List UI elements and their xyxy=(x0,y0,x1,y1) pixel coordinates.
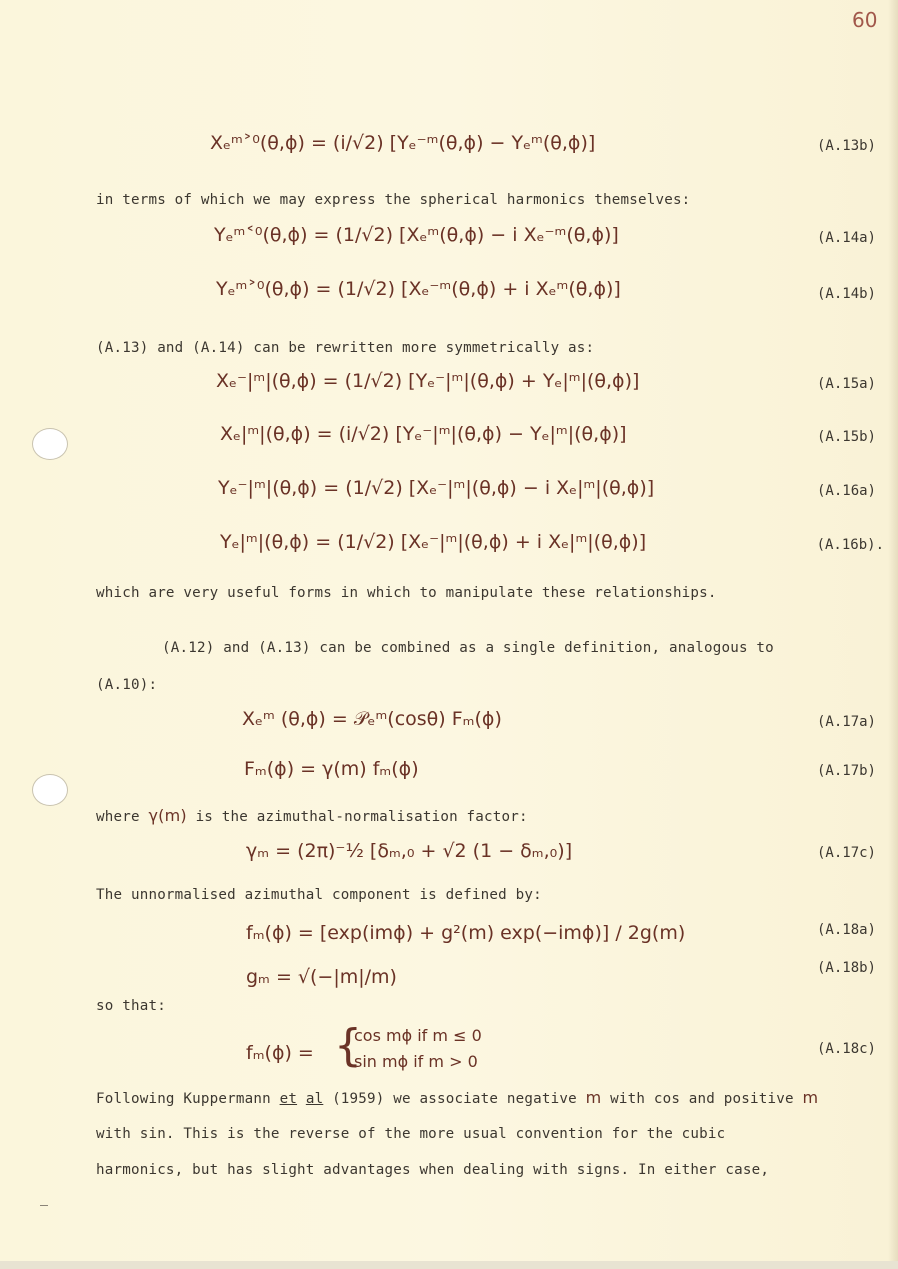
gamma-symbol: γ(m) xyxy=(148,806,187,825)
body-text-line: harmonics, but has slight advantages when dealing with signs. In either case, xyxy=(96,1162,770,1178)
equation-a18c-lhs: fₘ(ϕ) = xyxy=(246,1042,314,1064)
text-fragment: (1959) we associate negative xyxy=(332,1091,577,1107)
body-text-line: (A.10): xyxy=(96,677,158,693)
equation-a13b: Xₑᵐ˃⁰(θ,ϕ) = (i/√2) [Yₑ⁻ᵐ(θ,ϕ) − Yₑᵐ(θ,ϕ)] xyxy=(210,132,596,154)
m-symbol: m xyxy=(585,1088,602,1107)
body-text-line: which are very useful forms in which to manipulate these relationships. xyxy=(96,585,717,601)
equation-a17b: Fₘ(ϕ) = γ(m) fₘ(ϕ) xyxy=(244,758,419,780)
body-text-line xyxy=(96,806,528,825)
page-edge-shadow xyxy=(888,0,898,1269)
equation-label-a16b: (A.16b). xyxy=(816,537,884,553)
equation-label-a17a: (A.17a) xyxy=(816,714,876,730)
m-symbol: m xyxy=(802,1088,819,1107)
equation-label-a14a: (A.14a) xyxy=(816,230,876,246)
equation-a17c: γₘ = (2π)⁻½ [δₘ,₀ + √2 (1 − δₘ,₀)] xyxy=(246,840,573,862)
equation-label-a18c: (A.18c) xyxy=(816,1041,876,1057)
piecewise-brace: { xyxy=(334,1020,362,1071)
equation-label-a16a: (A.16a) xyxy=(816,483,876,499)
equation-label-a18b: (A.18b) xyxy=(816,960,876,976)
equation-a15a: Xₑ⁻|ᵐ|(θ,ϕ) = (1/√2) [Yₑ⁻|ᵐ|(θ,ϕ) + Yₑ|ᵐ|(θ,ϕ)] xyxy=(216,370,640,392)
equation-a14a: Yₑᵐ˂⁰(θ,ϕ) = (1/√2) [Xₑᵐ(θ,ϕ) − i Xₑ⁻ᵐ(θ,ϕ)] xyxy=(214,224,619,246)
body-text-line: with sin. This is the reverse of the more usual convention for the cubic xyxy=(96,1126,726,1142)
body-text-line: in terms of which we may express the spherical harmonics themselves: xyxy=(96,192,691,208)
piecewise-row-1: cos mϕ if m ≤ 0 xyxy=(354,1026,482,1045)
punch-hole xyxy=(32,428,68,460)
text-fragment: with cos and positive xyxy=(610,1091,794,1107)
body-text-line: so that: xyxy=(96,998,166,1014)
equation-label-a13b: (A.13b) xyxy=(816,138,876,154)
text-fragment: where xyxy=(96,809,140,825)
equation-label-a14b: (A.14b) xyxy=(816,286,876,302)
punch-hole xyxy=(32,774,68,806)
page-number: 60 xyxy=(852,8,878,32)
equation-label-a17b: (A.17b) xyxy=(816,763,876,779)
equation-a18a: fₘ(ϕ) = [exp(imϕ) + g²(m) exp(−imϕ)] / 2g(m) xyxy=(246,922,686,944)
body-text-line xyxy=(96,1088,818,1107)
page-bottom-edge xyxy=(0,1261,898,1269)
equation-a15b: Xₑ|ᵐ|(θ,ϕ) = (i/√2) [Yₑ⁻|ᵐ|(θ,ϕ) − Yₑ|ᵐ|(θ,ϕ)] xyxy=(220,423,627,445)
body-text-line: (A.13) and (A.14) can be rewritten more symmetrically as: xyxy=(96,340,595,356)
equation-a14b: Yₑᵐ˃⁰(θ,ϕ) = (1/√2) [Xₑ⁻ᵐ(θ,ϕ) + i Xₑᵐ(θ,ϕ)] xyxy=(216,278,621,300)
margin-mark xyxy=(40,1205,48,1206)
equation-label-a15b: (A.15b) xyxy=(816,429,876,445)
equation-a17a: Xₑᵐ (θ,ϕ) = 𝒫ₑᵐ(cosθ) Fₘ(ϕ) xyxy=(242,708,502,730)
al-underlined: al xyxy=(305,1091,324,1107)
equation-label-a15a: (A.15a) xyxy=(816,376,876,392)
equation-label-a17c: (A.17c) xyxy=(816,845,876,861)
equation-a18b: gₘ = √(−|m|/m) xyxy=(246,966,397,988)
equation-a16a: Yₑ⁻|ᵐ|(θ,ϕ) = (1/√2) [Xₑ⁻|ᵐ|(θ,ϕ) − i Xₑ|ᵐ|(θ,ϕ)] xyxy=(218,477,655,499)
body-text-line: (A.12) and (A.13) can be combined as a single definition, analogous to xyxy=(162,640,774,656)
equation-label-a18a: (A.18a) xyxy=(816,922,876,938)
equation-a16b: Yₑ|ᵐ|(θ,ϕ) = (1/√2) [Xₑ⁻|ᵐ|(θ,ϕ) + i Xₑ|ᵐ|(θ,ϕ)] xyxy=(220,531,647,553)
text-fragment: is the azimuthal-normalisation factor: xyxy=(195,809,528,825)
text-fragment: Following Kuppermann xyxy=(96,1091,271,1107)
piecewise-row-2: sin mϕ if m > 0 xyxy=(354,1052,478,1071)
body-text-line: The unnormalised azimuthal component is defined by: xyxy=(96,887,542,903)
et-underlined: et xyxy=(279,1091,298,1107)
